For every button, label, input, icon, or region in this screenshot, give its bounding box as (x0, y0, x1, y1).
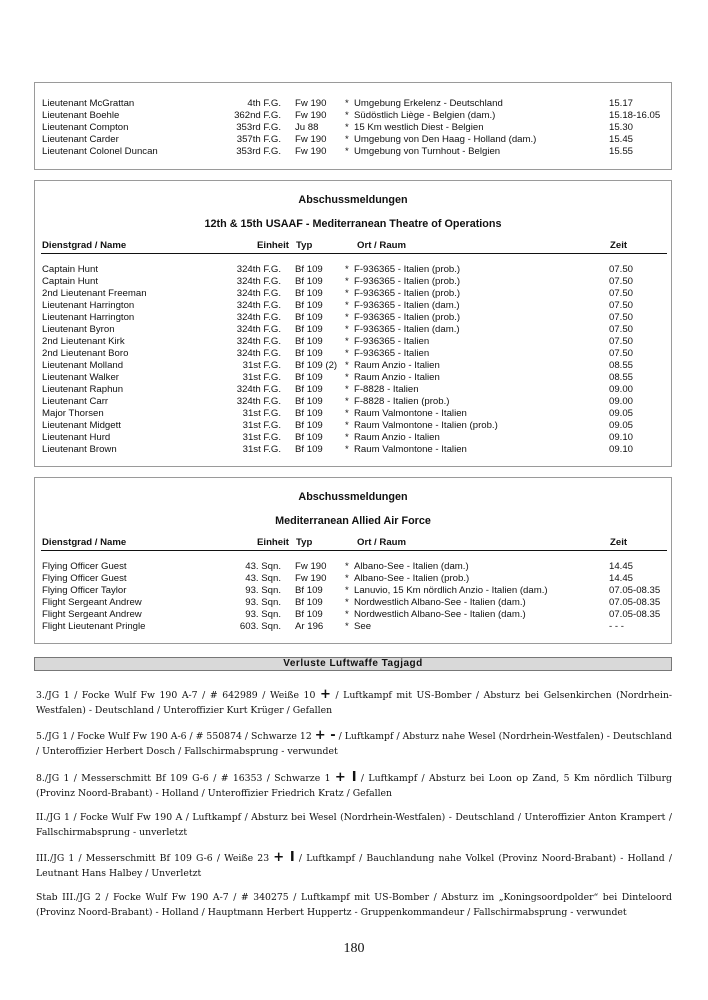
unit-cell-wrap (35, 621, 281, 633)
cell-star: * (345, 312, 349, 323)
loss-entry (36, 850, 672, 881)
cell-type: Bf 109 (295, 348, 323, 359)
cell-name: Lieutenant Molland (42, 360, 124, 371)
table-row (35, 98, 671, 110)
cell-type: Fw 190 (295, 573, 327, 584)
unit-cell-wrap (35, 110, 281, 122)
cell-star: * (345, 597, 349, 608)
cell-place: F-936365 - Italien (dam.) (354, 324, 460, 335)
cell-time: 09.00 (609, 396, 634, 407)
cell-star: * (345, 276, 349, 287)
cell-time: 15.45 (609, 134, 634, 145)
cell-name: 2nd Lieutenant Kirk (42, 336, 125, 347)
cell-type: Bf 109 (295, 324, 323, 335)
table-row (35, 420, 671, 432)
cell-name: Lieutenant Colonel Duncan (42, 146, 158, 157)
cell-unit: 93. Sqn. (245, 609, 281, 620)
unit-cell-wrap (35, 384, 281, 396)
cell-star: * (345, 336, 349, 347)
cell-unit: 324th F.G. (236, 336, 281, 347)
table-row (35, 621, 671, 633)
section-subtitle: Mediterranean Allied Air Force (275, 515, 431, 527)
cell-unit: 324th F.G. (236, 300, 281, 311)
cell-time: 14.45 (609, 573, 634, 584)
header-unit: Einheit (257, 240, 289, 251)
section-title: Abschussmeldungen (298, 491, 408, 503)
cell-name: 2nd Lieutenant Freeman (42, 288, 147, 299)
cell-time: 15.55 (609, 146, 634, 157)
loss-text: 3./JG 1 / Focke Wulf Fw 190 A-7 / # 642989 / Weiße 10 (36, 690, 316, 701)
cell-star: * (345, 408, 349, 419)
unit-cell-wrap (35, 420, 281, 432)
table-row (35, 372, 671, 384)
cell-time: 07.50 (609, 264, 634, 275)
cell-type: Bf 109 (295, 432, 323, 443)
table-row (35, 384, 671, 396)
cell-place: F-8828 - Italien (prob.) (354, 396, 450, 407)
box-12th-15th-usaaf (34, 180, 672, 467)
cell-type: Bf 109 (295, 585, 323, 596)
loss-text-continued: / Luftkampf mit US-Bomber / Absturz bei Gelsenkirchen (Nordrhein-Westfalen) - Deutschland / Unteroffizier Kurt Krüger / Gefallen (36, 690, 672, 716)
cell-type: Bf 109 (295, 408, 323, 419)
unit-cell-wrap (35, 276, 281, 288)
table-row (35, 597, 671, 609)
cell-name: Lieutenant Boehle (42, 110, 120, 121)
cell-name: Flight Sergeant Andrew (42, 609, 142, 620)
cell-type: Fw 190 (295, 134, 327, 145)
loss-text: Stab III./JG 2 / Focke Wulf Fw 190 A-7 / # 340275 / Luftkampf mit US-Bomber / Absturz im „Koningsoordpolder“ bei Dinteloord (Provinz Noord-Brabant) - Holland / Hauptmann Herbert Huppertz - Gruppenkommandeur / Fallschirmabsprung - verwundet (36, 892, 672, 918)
cell-name: Lieutenant Harrington (42, 300, 135, 311)
table-row (35, 336, 671, 348)
unit-cell-wrap (35, 573, 281, 585)
loss-text: 5./JG 1 / Focke Wulf Fw 190 A-6 / # 550874 / Schwarze 12 (36, 731, 312, 742)
cell-unit: 31st F.G. (242, 420, 281, 431)
loss-entry (36, 770, 672, 801)
cell-time: 07.50 (609, 336, 634, 347)
cell-unit: 603. Sqn. (239, 621, 281, 632)
table-row (35, 444, 671, 456)
cell-name: Lieutenant Compton (42, 122, 129, 133)
loss-text: III./JG 1 / Messerschmitt Bf 109 G-6 / Weiße 23 (36, 853, 270, 864)
cell-type: Bf 109 (295, 384, 323, 395)
unit-cell-wrap (35, 146, 281, 158)
cell-star: * (345, 396, 349, 407)
unit-cell-wrap (35, 408, 281, 420)
loss-text-continued: / Luftkampf / Absturz bei Loon op Zand, 5 Km nördlich Tilburg (Provinz Noord-Brabant) - Holland / Unteroffizier Friedrich Kratz / Gefallen (36, 773, 672, 799)
cell-time: 08.55 (609, 372, 634, 383)
unit-cell-wrap (35, 264, 281, 276)
loss-mark-icon: + I (334, 770, 357, 785)
cell-place: Nordwestlich Albano-See - Italien (dam.) (354, 609, 526, 620)
unit-cell-wrap (35, 396, 281, 408)
cell-unit: 353rd F.G. (236, 146, 281, 157)
cell-unit: 31st F.G. (242, 432, 281, 443)
cell-type: Bf 109 (295, 372, 323, 383)
cell-star: * (345, 444, 349, 455)
cell-star: * (345, 288, 349, 299)
cell-name: Lieutenant Harrington (42, 312, 135, 323)
cell-type: Fw 190 (295, 561, 327, 572)
cell-unit: 31st F.G. (242, 360, 281, 371)
cell-time: 09.05 (609, 420, 634, 431)
table-row (35, 264, 671, 276)
cell-unit: 324th F.G. (236, 288, 281, 299)
cell-star: * (345, 98, 349, 109)
cell-place: Raum Valmontone - Italien (354, 444, 467, 455)
cell-place: Lanuvio, 15 Km nördlich Anzio - Italien (dam.) (354, 585, 548, 596)
unit-cell-wrap (35, 336, 281, 348)
cell-place: F-936365 - Italien (dam.) (354, 300, 460, 311)
cell-unit: 43. Sqn. (245, 561, 281, 572)
unit-cell-wrap (35, 597, 281, 609)
cell-place: F-936365 - Italien (prob.) (354, 264, 461, 275)
cell-place: F-8828 - Italien (354, 384, 419, 395)
table-row (35, 585, 671, 597)
cell-unit: 93. Sqn. (245, 597, 281, 608)
cell-time: 07.50 (609, 276, 634, 287)
losses-banner: Verluste Luftwaffe Tagjagd (34, 657, 672, 671)
cell-star: * (345, 372, 349, 383)
cell-type: Bf 109 (295, 609, 323, 620)
box-mediterranean-allied (34, 477, 672, 644)
cell-place: Raum Anzio - Italien (354, 372, 440, 383)
unit-cell-wrap (35, 122, 281, 134)
cell-star: * (345, 300, 349, 311)
unit-cell-wrap (35, 134, 281, 146)
table-row (35, 146, 671, 158)
cell-type: Bf 109 (295, 444, 323, 455)
cell-star: * (345, 573, 349, 584)
cell-place: Südöstlich Liège - Belgien (dam.) (354, 110, 496, 121)
unit-cell-wrap (35, 585, 281, 597)
loss-mark-icon: + (319, 687, 331, 702)
cell-name: Lieutenant Hurd (42, 432, 111, 443)
header-type: Typ (296, 537, 313, 548)
table-row (35, 122, 671, 134)
cell-time: 08.55 (609, 360, 634, 371)
cell-type: Bf 109 (295, 420, 323, 431)
cell-place: F-936365 - Italien (prob.) (354, 288, 461, 299)
cell-star: * (345, 324, 349, 335)
table-row (35, 300, 671, 312)
header-time: Zeit (610, 240, 628, 251)
table-row (35, 396, 671, 408)
cell-time: 07.50 (609, 288, 634, 299)
table-row (35, 324, 671, 336)
header-type: Typ (296, 240, 313, 251)
unit-cell-wrap (35, 324, 281, 336)
unit-cell-wrap (35, 98, 281, 110)
table-row (35, 360, 671, 372)
unit-cell-wrap (35, 360, 281, 372)
cell-unit: 31st F.G. (242, 444, 281, 455)
cell-unit: 324th F.G. (236, 348, 281, 359)
cell-type: Bf 109 (295, 336, 323, 347)
cell-unit: 4th F.G. (247, 98, 281, 109)
table-row (35, 348, 671, 360)
cell-place: Albano-See - Italien (prob.) (354, 573, 470, 584)
table-row (35, 134, 671, 146)
cell-name: Captain Hunt (42, 264, 98, 275)
cell-place: Umgebung Erkelenz - Deutschland (354, 98, 503, 109)
cell-star: * (345, 264, 349, 275)
cell-place: 15 Km westlich Diest - Belgien (354, 122, 484, 133)
cell-unit: 324th F.G. (236, 312, 281, 323)
cell-star: * (345, 110, 349, 121)
cell-type: Bf 109 (295, 300, 323, 311)
cell-star: * (345, 348, 349, 359)
cell-star: * (345, 134, 349, 145)
cell-place: Raum Anzio - Italien (354, 432, 440, 443)
unit-cell-wrap (35, 372, 281, 384)
cell-name: Lieutenant Byron (42, 324, 115, 335)
cell-unit: 31st F.G. (242, 408, 281, 419)
cell-place: Raum Valmontone - Italien (prob.) (354, 420, 498, 431)
cell-unit: 362nd F.G. (234, 110, 281, 121)
cell-name: Lieutenant Carder (42, 134, 119, 145)
loss-entry (36, 728, 672, 759)
cell-name: Flying Officer Guest (42, 573, 127, 584)
section-title: Abschussmeldungen (298, 194, 408, 206)
cell-type: Bf 109 (2) (295, 360, 338, 371)
cell-time: 15.30 (609, 122, 634, 133)
loss-text: II./JG 1 / Focke Wulf Fw 190 A / Luftkampf / Absturz bei Wesel (Nordrhein-Westfalen) - Deutschland / Unteroffizier Anton Krampert / Fallschirmabsprung - unverletzt (36, 812, 672, 838)
table-row (35, 408, 671, 420)
cell-time: 07.50 (609, 300, 634, 311)
cell-star: * (345, 122, 349, 133)
cell-time: 15.18-16.05 (609, 110, 661, 121)
table-row (35, 432, 671, 444)
loss-text-continued: / Luftkampf / Bauchlandung nahe Volkel (Provinz Noord-Brabant) - Holland / Leutnant Hans Halbey / Unverletzt (36, 853, 672, 879)
loss-entry (36, 687, 672, 718)
box-usaaf-continuation (34, 82, 672, 170)
cell-type: Fw 190 (295, 98, 327, 109)
cell-place: Umgebung von Turnhout - Belgien (354, 146, 501, 157)
cell-time: 07.50 (609, 348, 634, 359)
table-row (35, 573, 671, 585)
cell-time: 09.05 (609, 408, 634, 419)
cell-unit: 31st F.G. (242, 372, 281, 383)
cell-type: Bf 109 (295, 396, 323, 407)
cell-name: Flight Sergeant Andrew (42, 597, 142, 608)
cell-name: Flight Lieutenant Pringle (42, 621, 146, 632)
cell-unit: 324th F.G. (236, 396, 281, 407)
cell-place: F-936365 - Italien (prob.) (354, 312, 461, 323)
cell-star: * (345, 146, 349, 157)
cell-unit: 353rd F.G. (236, 122, 281, 133)
unit-cell-wrap (35, 609, 281, 621)
cell-time: - - - (609, 621, 624, 632)
cell-unit: 324th F.G. (236, 264, 281, 275)
header-place: Ort / Raum (357, 537, 407, 548)
loss-entry (36, 890, 672, 920)
header-place: Ort / Raum (357, 240, 407, 251)
table-row (35, 110, 671, 122)
cell-time: 15.17 (609, 98, 634, 109)
cell-place: Raum Valmontone - Italien (354, 408, 467, 419)
header-unit: Einheit (257, 537, 289, 548)
table-header (41, 537, 667, 551)
cell-time: 07.50 (609, 312, 634, 323)
cell-place: See (354, 621, 372, 632)
table-row (35, 288, 671, 300)
cell-type: Bf 109 (295, 264, 323, 275)
unit-cell-wrap (35, 348, 281, 360)
cell-unit: 324th F.G. (236, 276, 281, 287)
unit-cell-wrap (35, 444, 281, 456)
cell-name: 2nd Lieutenant Boro (42, 348, 129, 359)
unit-cell-wrap (35, 288, 281, 300)
cell-name: Lieutenant Midgett (42, 420, 121, 431)
cell-star: * (345, 432, 349, 443)
cell-time: 07.50 (609, 324, 634, 335)
unit-cell-wrap (35, 300, 281, 312)
cell-time: 09.00 (609, 384, 634, 395)
cell-place: F-936365 - Italien (prob.) (354, 276, 461, 287)
header-name: Dienstgrad / Name (42, 240, 127, 251)
cell-unit: 43. Sqn. (245, 573, 281, 584)
cell-time: 09.10 (609, 444, 634, 455)
cell-place: Nordwestlich Albano-See - Italien (dam.) (354, 597, 526, 608)
cell-time: 07.05-08.35 (609, 609, 661, 620)
cell-type: Ju 88 (295, 122, 319, 133)
cell-time: 07.05-08.35 (609, 597, 661, 608)
section-subtitle: 12th & 15th USAAF - Mediterranean Theatre of Operations (204, 218, 502, 230)
header-name: Dienstgrad / Name (42, 537, 127, 548)
cell-time: 09.10 (609, 432, 634, 443)
table-row (35, 312, 671, 324)
cell-name: Lieutenant McGrattan (42, 98, 135, 109)
cell-place: F-936365 - Italien (354, 336, 430, 347)
cell-star: * (345, 384, 349, 395)
cell-unit: 93. Sqn. (245, 585, 281, 596)
cell-name: Lieutenant Walker (42, 372, 119, 383)
cell-place: Albano-See - Italien (dam.) (354, 561, 469, 572)
cell-unit: 324th F.G. (236, 384, 281, 395)
unit-cell-wrap (35, 312, 281, 324)
cell-name: Flying Officer Taylor (42, 585, 127, 596)
cell-star: * (345, 561, 349, 572)
cell-type: Bf 109 (295, 597, 323, 608)
cell-unit: 324th F.G. (236, 324, 281, 335)
table-row (35, 609, 671, 621)
cell-name: Lieutenant Raphun (42, 384, 124, 395)
cell-place: F-936365 - Italien (354, 348, 430, 359)
cell-name: Lieutenant Carr (42, 396, 109, 407)
header-time: Zeit (610, 537, 628, 548)
cell-type: Fw 190 (295, 146, 327, 157)
cell-star: * (345, 360, 349, 371)
cell-name: Flying Officer Guest (42, 561, 127, 572)
cell-type: Bf 109 (295, 288, 323, 299)
cell-time: 07.05-08.35 (609, 585, 661, 596)
loss-text-continued: / Luftkampf / Absturz nahe Wesel (Nordrhein-Westfalen) - Deutschland / Unteroffizier Herbert Dosch / Fallschirmabsprung - verwundet (36, 731, 672, 757)
loss-mark-icon: + - (314, 728, 336, 743)
table-row (35, 561, 671, 573)
cell-place: Umgebung von Den Haag - Holland (dam.) (354, 134, 537, 145)
cell-star: * (345, 609, 349, 620)
table-header (41, 240, 667, 254)
cell-type: Ar 196 (295, 621, 324, 632)
cell-type: Bf 109 (295, 276, 323, 287)
cell-type: Fw 190 (295, 110, 327, 121)
cell-name: Captain Hunt (42, 276, 98, 287)
cell-name: Lieutenant Brown (42, 444, 117, 455)
page-number: 180 (343, 941, 365, 956)
cell-type: Bf 109 (295, 312, 323, 323)
cell-name: Major Thorsen (42, 408, 104, 419)
cell-place: Raum Anzio - Italien (354, 360, 440, 371)
cell-star: * (345, 621, 349, 632)
cell-time: 14.45 (609, 561, 634, 572)
unit-cell-wrap (35, 432, 281, 444)
cell-star: * (345, 585, 349, 596)
table-row (35, 276, 671, 288)
loss-mark-icon: + I (273, 850, 295, 865)
cell-star: * (345, 420, 349, 431)
unit-cell-wrap (35, 561, 281, 573)
loss-entry (36, 810, 672, 840)
cell-unit: 357th F.G. (236, 134, 281, 145)
loss-text: 8./JG 1 / Messerschmitt Bf 109 G-6 / # 16353 / Schwarze 1 (36, 773, 331, 784)
